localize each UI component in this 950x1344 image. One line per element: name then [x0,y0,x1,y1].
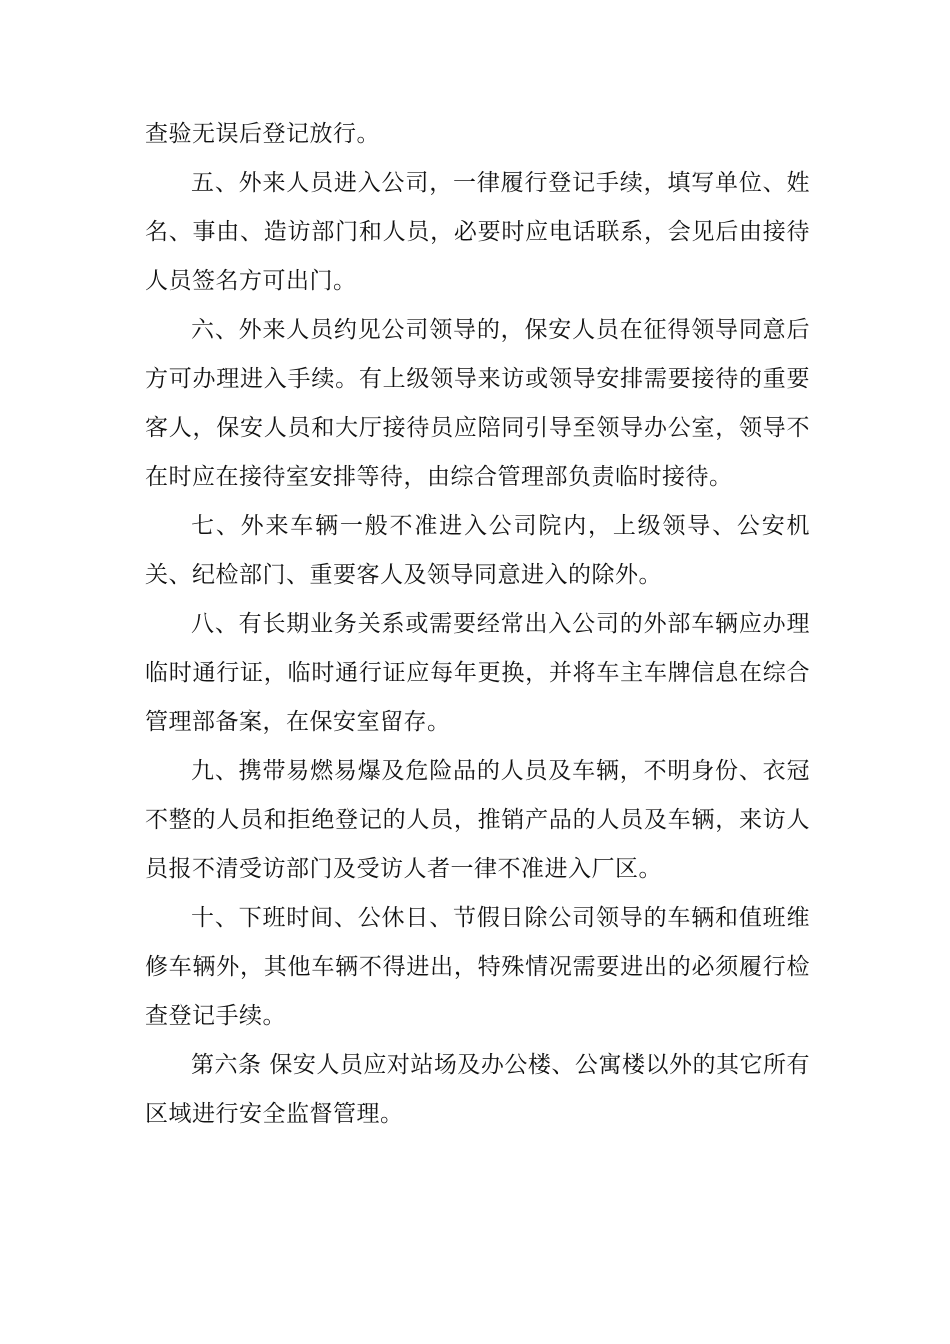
paragraph-item-6: 六、外来人员约见公司领导的，保安人员在征得领导同意后方可办理进入手续。有上级领导来访或领导安排需要接待的重要客人，保安人员和大厅接待员应陪同引导至领导办公室，领导不在时应在接待室安排等待，由综合管理部负责临时接待。 [145,317,810,490]
paragraph-item-8: 八、有长期业务关系或需要经常出入公司的外部车辆应办理临时通行证，临时通行证应每年更换，并将车主车牌信息在综合管理部备案，在保安室留存。 [145,611,810,735]
paragraph-item-7: 七、外来车辆一般不准进入公司院内，上级领导、公安机关、纪检部门、重要客人及领导同意进入的除外。 [145,513,810,588]
paragraph-article-6: 第六条 保安人员应对站场及办公楼、公寓楼以外的其它所有区域进行安全监督管理。 [145,1052,810,1127]
paragraph-continuation: 查验无误后登记放行。 [145,121,380,147]
paragraph-item-10: 十、下班时间、公休日、节假日除公司领导的车辆和值班维修车辆外，其他车辆不得进出，特殊情况需要进出的必须履行检查登记手续。 [145,905,810,1029]
document-body [145,110,810,1139]
paragraph-item-5: 五、外来人员进入公司，一律履行登记手续，填写单位、姓名、事由、造访部门和人员，必要时应电话联系，会见后由接待人员签名方可出门。 [145,170,810,294]
paragraph-item-9: 九、携带易燃易爆及危险品的人员及车辆，不明身份、衣冠不整的人员和拒绝登记的人员，推销产品的人员及车辆，来访人员报不清受访部门及受访人者一律不准进入厂区。 [145,758,810,882]
